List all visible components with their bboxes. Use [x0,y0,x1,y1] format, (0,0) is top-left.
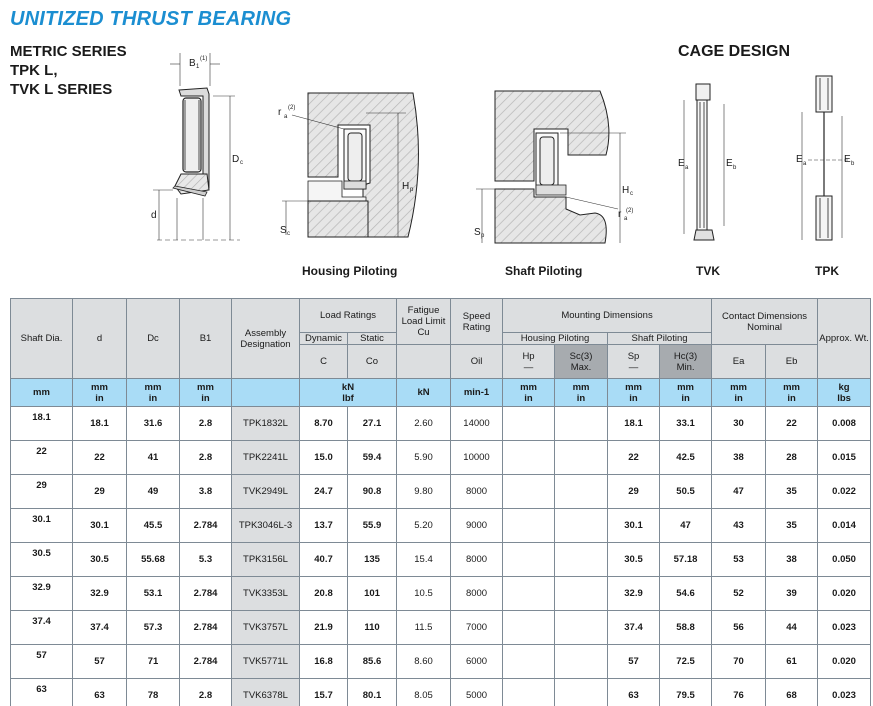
cell-hp [503,509,555,543]
cell-shaft: 63 [11,679,73,706]
header-contact: Contact Dimensions Nominal [712,299,818,345]
cell-wt: 0.014 [818,509,871,543]
cell-oil: 8000 [451,543,503,577]
cell-c: 16.8 [300,645,348,679]
unit-eb: mm in [766,379,818,407]
header-assembly: Assembly Designation [232,299,300,379]
cell-shaft: 57 [11,645,73,679]
cell-sp: 32.9 [608,577,660,611]
sp-label: S [474,227,481,238]
d-label: d [151,210,157,221]
cell-eb: 28 [766,441,818,475]
cell-sp: 37.4 [608,611,660,645]
eb-label: E [726,158,733,169]
cell-co: 110 [348,611,397,645]
cell-sc [555,441,608,475]
cell-sc [555,679,608,706]
cell-cu: 11.5 [397,611,451,645]
unit-b1: mm in [180,379,232,407]
header-hc: Hc(3) Min. [660,345,712,379]
header-sp: Sp — [608,345,660,379]
series-title [10,42,127,99]
ra-label: r [278,107,282,118]
cell-shaft: 37.4 [11,611,73,645]
cell-c: 15.0 [300,441,348,475]
cell-c: 8.70 [300,407,348,441]
svg-text:b: b [851,161,855,167]
header-d: d [73,299,127,379]
cell-co: 85.6 [348,645,397,679]
cell-cu: 9.80 [397,475,451,509]
cell-cu: 5.90 [397,441,451,475]
cell-sp: 30.1 [608,509,660,543]
cell-oil: 8000 [451,475,503,509]
cell-ea: 76 [712,679,766,706]
cell-sp: 18.1 [608,407,660,441]
cell-hc: 47 [660,509,712,543]
cell-c: 15.7 [300,679,348,706]
cell-ea: 56 [712,611,766,645]
cell-sc [555,475,608,509]
cell-dc: 49 [127,475,180,509]
cell-sp: 57 [608,645,660,679]
cell-hp [503,645,555,679]
table-row [11,611,871,645]
cell-sc [555,645,608,679]
cell-dc: 71 [127,645,180,679]
header-speed: Speed Rating [451,299,503,345]
svg-text:a: a [803,161,807,167]
cell-hc: 79.5 [660,679,712,706]
cage-design-heading: CAGE DESIGN [678,43,791,60]
cell-c: 20.8 [300,577,348,611]
cell-assy: TVK5771L [232,645,300,679]
cell-dc: 55.68 [127,543,180,577]
cell-ea: 30 [712,407,766,441]
svg-text:p: p [481,233,485,239]
cell-eb: 68 [766,679,818,706]
cell-cu: 2.60 [397,407,451,441]
header-static: Static [348,333,397,345]
unit-sp: mm in [608,379,660,407]
cell-hp [503,407,555,441]
cell-d: 32.9 [73,577,127,611]
cell-b1: 3.8 [180,475,232,509]
cell-dc: 45.5 [127,509,180,543]
ra-label: r [618,209,622,220]
cell-eb: 38 [766,543,818,577]
cell-sp: 30.5 [608,543,660,577]
unit-speed: min-1 [451,379,503,407]
cell-dc: 31.6 [127,407,180,441]
sc-label: S [280,225,287,236]
cell-sc [555,407,608,441]
cell-d: 30.1 [73,509,127,543]
unit-sc: mm in [555,379,608,407]
cell-cu: 8.60 [397,645,451,679]
series-title-line: TVK L SERIES [10,81,113,98]
unit-d: mm in [73,379,127,407]
cell-b1: 2.8 [180,679,232,706]
table-row [11,509,871,543]
cell-shaft: 29 [11,475,73,509]
cell-hp [503,679,555,706]
cell-oil: 5000 [451,679,503,706]
unit-hp: mm in [503,379,555,407]
cell-sp: 63 [608,679,660,706]
cell-wt: 0.008 [818,407,871,441]
table-row [11,645,871,679]
table-row [11,679,871,706]
svg-text:(2): (2) [288,105,296,111]
cell-d: 57 [73,645,127,679]
header-housing-piloting: Housing Piloting [503,333,608,345]
svg-text:(1): (1) [200,56,208,62]
cell-hc: 42.5 [660,441,712,475]
cell-oil: 7000 [451,611,503,645]
cell-co: 55.9 [348,509,397,543]
header-load-ratings: Load Ratings [300,299,397,333]
cell-assy: TVK2949L [232,475,300,509]
cell-shaft: 30.1 [11,509,73,543]
cell-d: 18.1 [73,407,127,441]
cell-co: 101 [348,577,397,611]
cell-c: 21.9 [300,611,348,645]
cell-ea: 43 [712,509,766,543]
svg-text:a: a [284,114,288,120]
cell-hp [503,441,555,475]
cell-hc: 54.6 [660,577,712,611]
cell-sc [555,509,608,543]
cell-c: 13.7 [300,509,348,543]
cell-oil: 9000 [451,509,503,543]
cell-b1: 2.8 [180,441,232,475]
unit-shaft: mm [11,379,73,407]
cell-b1: 2.784 [180,577,232,611]
cell-eb: 39 [766,577,818,611]
cell-assy: TPK3156L [232,543,300,577]
ea-label: E [796,154,803,165]
cell-ea: 53 [712,543,766,577]
cell-hc: 33.1 [660,407,712,441]
unit-ea: mm in [712,379,766,407]
spec-table [10,298,871,706]
cell-assy: TVK6378L [232,679,300,706]
cell-hc: 50.5 [660,475,712,509]
cell-b1: 2.784 [180,645,232,679]
shaft-piloting-diagram [470,85,640,250]
cell-ea: 52 [712,577,766,611]
svg-text:c: c [240,160,243,166]
header-mounting: Mounting Dimensions [503,299,712,333]
cell-co: 90.8 [348,475,397,509]
cell-b1: 5.3 [180,543,232,577]
header-ea: Ea [712,345,766,379]
cell-wt: 0.020 [818,577,871,611]
cell-co: 59.4 [348,441,397,475]
cell-wt: 0.050 [818,543,871,577]
table-row [11,475,871,509]
svg-text:c: c [630,191,633,197]
cell-assy: TVK3353L [232,577,300,611]
cell-shaft: 22 [11,441,73,475]
table-row [11,577,871,611]
cell-hp [503,611,555,645]
cell-assy: TPK2241L [232,441,300,475]
housing-piloting-diagram [278,85,428,245]
cell-co: 135 [348,543,397,577]
table-row [11,407,871,441]
cell-hp [503,543,555,577]
cell-hc: 72.5 [660,645,712,679]
cell-wt: 0.023 [818,679,871,706]
cell-oil: 6000 [451,645,503,679]
cell-c: 24.7 [300,475,348,509]
cell-hc: 58.8 [660,611,712,645]
cell-d: 29 [73,475,127,509]
cell-eb: 35 [766,475,818,509]
unit-assembly [232,379,300,407]
cell-hc: 57.18 [660,543,712,577]
header-cu-blank [397,345,451,379]
cell-co: 80.1 [348,679,397,706]
cell-oil: 8000 [451,577,503,611]
cell-ea: 70 [712,645,766,679]
cell-cu: 8.05 [397,679,451,706]
cell-d: 37.4 [73,611,127,645]
ea-label: E [678,158,685,169]
cell-eb: 44 [766,611,818,645]
cell-d: 63 [73,679,127,706]
cell-cu: 15.4 [397,543,451,577]
cell-hp [503,577,555,611]
page-title: UNITIZED THRUST BEARING [10,8,292,30]
cell-shaft: 18.1 [11,407,73,441]
cell-eb: 22 [766,407,818,441]
header-dynamic: Dynamic [300,333,348,345]
cell-d: 22 [73,441,127,475]
cell-c: 40.7 [300,543,348,577]
cell-dc: 53.1 [127,577,180,611]
svg-text:(2): (2) [626,208,634,214]
header-hp: Hp — [503,345,555,379]
header-oil: Oil [451,345,503,379]
cell-sp: 29 [608,475,660,509]
cell-shaft: 32.9 [11,577,73,611]
header-dc: Dc [127,299,180,379]
cell-ea: 47 [712,475,766,509]
tvk-caption: TVK [696,264,720,278]
svg-text:a: a [685,165,689,171]
header-co: Co [348,345,397,379]
svg-text:a: a [624,216,628,222]
unit-hc: mm in [660,379,712,407]
tpk-cage-diagram [790,72,865,247]
header-weight: Approx. Wt. [818,299,871,379]
table-row [11,441,871,475]
cell-shaft: 30.5 [11,543,73,577]
cell-hp [503,475,555,509]
cell-b1: 2.8 [180,407,232,441]
cell-eb: 61 [766,645,818,679]
svg-text:p: p [410,187,414,193]
cell-wt: 0.015 [818,441,871,475]
header-b1: B1 [180,299,232,379]
cell-b1: 2.784 [180,611,232,645]
cell-cu: 10.5 [397,577,451,611]
cell-dc: 57.3 [127,611,180,645]
unit-fatigue: kN [397,379,451,407]
cell-cu: 5.20 [397,509,451,543]
cell-oil: 10000 [451,441,503,475]
dc-label: D [232,154,240,165]
bearing-section-diagram [145,48,265,248]
cell-wt: 0.023 [818,611,871,645]
cell-dc: 41 [127,441,180,475]
cell-assy: TVK3757L [232,611,300,645]
tvk-cage-diagram [672,78,742,248]
cell-sc [555,611,608,645]
series-title-line: METRIC SERIES [10,43,127,60]
svg-text:c: c [287,231,290,237]
tpk-caption: TPK [815,264,839,278]
unit-weight: kg lbs [818,379,871,407]
housing-piloting-caption: Housing Piloting [302,264,398,278]
cell-d: 30.5 [73,543,127,577]
shaft-piloting-caption: Shaft Piloting [505,264,583,278]
cell-eb: 35 [766,509,818,543]
unit-load: kN lbf [300,379,397,407]
b1-label: B [189,58,196,69]
cell-assy: TPK3046L-3 [232,509,300,543]
cell-sc [555,577,608,611]
unit-dc: mm in [127,379,180,407]
cell-wt: 0.022 [818,475,871,509]
header-c: C [300,345,348,379]
cell-b1: 2.784 [180,509,232,543]
cell-sp: 22 [608,441,660,475]
table-row [11,543,871,577]
cell-oil: 14000 [451,407,503,441]
cell-ea: 38 [712,441,766,475]
svg-text:1: 1 [196,64,200,70]
hp-label: H [402,181,410,192]
cell-co: 27.1 [348,407,397,441]
cell-assy: TPK1832L [232,407,300,441]
cell-sc [555,543,608,577]
eb-label: E [844,154,851,165]
header-shaft-dia: Shaft Dia. [11,299,73,379]
header-sc: Sc(3) Max. [555,345,608,379]
header-fatigue: Fatigue Load Limit Cu [397,299,451,345]
series-title-line: TPK L, [10,62,58,79]
svg-text:b: b [733,165,737,171]
header-shaft-piloting: Shaft Piloting [608,333,712,345]
header-eb: Eb [766,345,818,379]
cell-wt: 0.020 [818,645,871,679]
cell-dc: 78 [127,679,180,706]
hc-label: H [622,185,630,196]
